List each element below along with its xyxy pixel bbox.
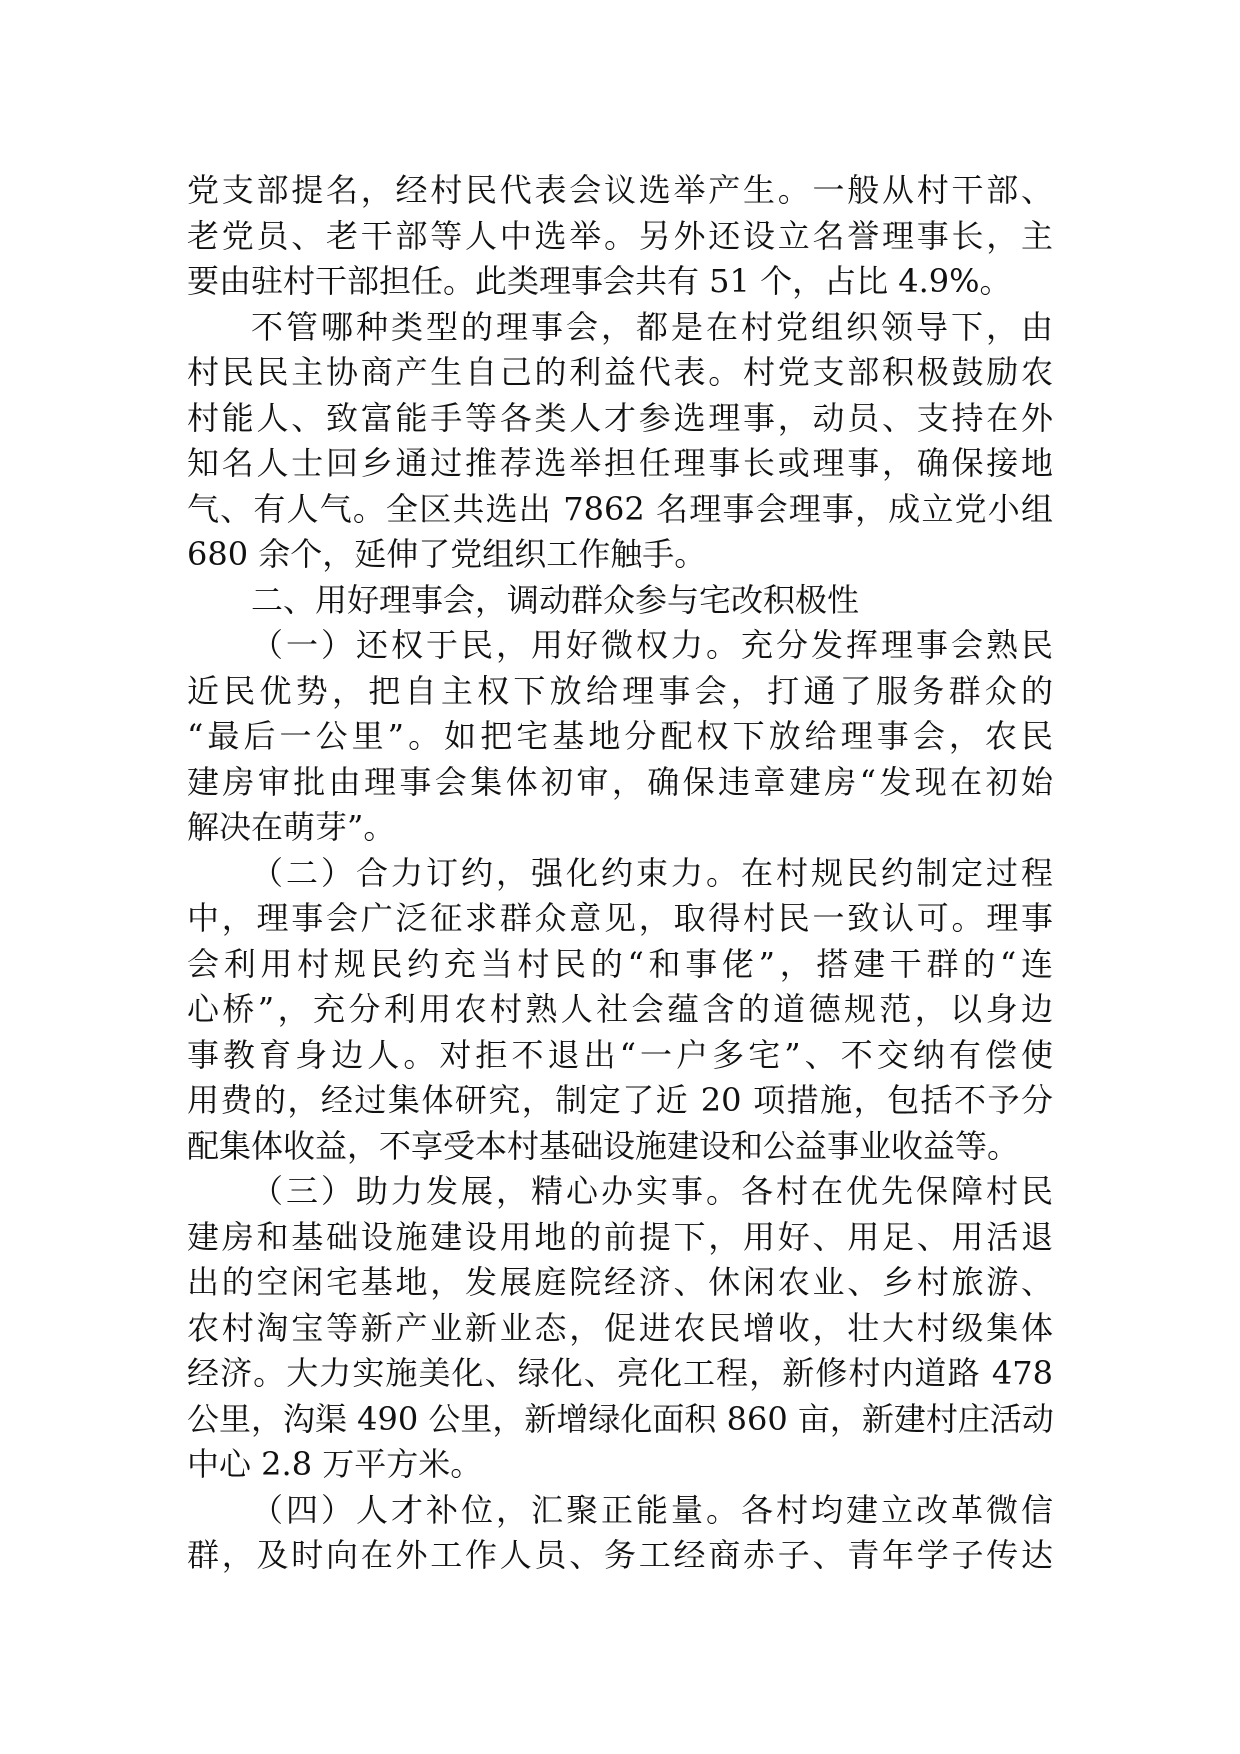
text-line: （一）还权于民，用好微权力。充分发挥理事会熟民	[251, 626, 1053, 664]
text-line: 心桥”，充分利用农村熟人社会蕴含的道德规范，以身边	[187, 990, 1053, 1028]
text-line: （四）人才补位，汇聚正能量。各村均建立改革微信	[251, 1490, 1053, 1529]
text-line: 用费的，经过集体研究，制定了近 20 项措施，包括不予分	[187, 1081, 1053, 1119]
text-line: 建房和基础设施建设用地的前提下，用好、用足、用活退	[187, 1217, 1053, 1256]
text-line: 村能人、致富能手等各类人才参选理事，动员、支持在外	[187, 398, 1053, 437]
text-line: 公里，沟渠 490 公里，新增绿化面积 860 亩，新建村庄活动	[187, 1399, 1054, 1438]
text-line: 要由驻村干部担任。此类理事会共有 51 个，占比 4.9%。	[187, 262, 1012, 300]
text-line: 经济。大力实施美化、绿化、亮化工程，新修村内道路 478	[187, 1354, 1053, 1392]
text-line: 知名人士回乡通过推荐选举担任理事长或理事，确保接地	[187, 444, 1053, 482]
text-line: 中心 2.8 万平方米。	[187, 1445, 483, 1483]
paragraph	[187, 1488, 1053, 1579]
text-line: 中，理事会广泛征求群众意见，取得村民一致认可。理事	[187, 899, 1053, 937]
paragraph	[187, 305, 1053, 578]
text-line: 出的空闲宅基地，发展庭院经济、休闲农业、乡村旅游、	[187, 1263, 1053, 1301]
text-line: （二）合力订约，强化约束力。在村规民约制定过程	[251, 853, 1053, 892]
text-line: （三）助力发展，精心办实事。各村在优先保障村民	[251, 1172, 1053, 1210]
text-line: 农村淘宝等新产业新业态，促进农民增收，壮大村级集体	[187, 1308, 1053, 1347]
text-line: 不管哪种类型的理事会，都是在村党组织领导下，由	[251, 307, 1053, 346]
text-line: 气、有人气。全区共选出 7862 名理事会理事，成立党小组	[187, 489, 1053, 528]
paragraph	[187, 851, 1053, 1170]
text-line: 配集体收益，不享受本村基础设施建设和公益事业收益等。	[187, 1126, 1020, 1165]
text-line: 会利用村规民约充当村民的“和事佬”，搭建干群的“连	[187, 944, 1053, 983]
text-line: 建房审批由理事会集体初审，确保违章建房“发现在初始	[187, 762, 1053, 801]
paragraph	[187, 578, 1053, 624]
paragraph	[187, 168, 1053, 305]
text-line: 老党员、老干部等人中选举。另外还设立名誉理事长，主	[187, 216, 1053, 255]
text-line: 党支部提名，经村民代表会议选举产生。一般从村干部、	[187, 171, 1053, 209]
text-line: 近民优势，把自主权下放给理事会，打通了服务群众的	[187, 671, 1053, 710]
paragraph	[187, 623, 1053, 851]
text-line: 二、用好理事会，调动群众参与宅改积极性	[251, 580, 860, 619]
text-line: 事教育身边人。对拒不退出“一户多宅”、不交纳有偿使	[187, 1035, 1053, 1074]
text-line: 群，及时向在外工作人员、务工经商赤子、青年学子传达	[187, 1536, 1053, 1574]
text-line: 村民民主协商产生自己的利益代表。村党支部积极鼓励农	[187, 353, 1053, 391]
text-line: 680 余个，延伸了党组织工作触手。	[187, 535, 707, 573]
body-text	[187, 168, 1053, 1579]
paragraph	[187, 1169, 1053, 1488]
text-line: 解决在萌芽”。	[187, 808, 396, 846]
text-line: “最后一公里”。如把宅基地分配权下放给理事会，农民	[187, 717, 1053, 755]
